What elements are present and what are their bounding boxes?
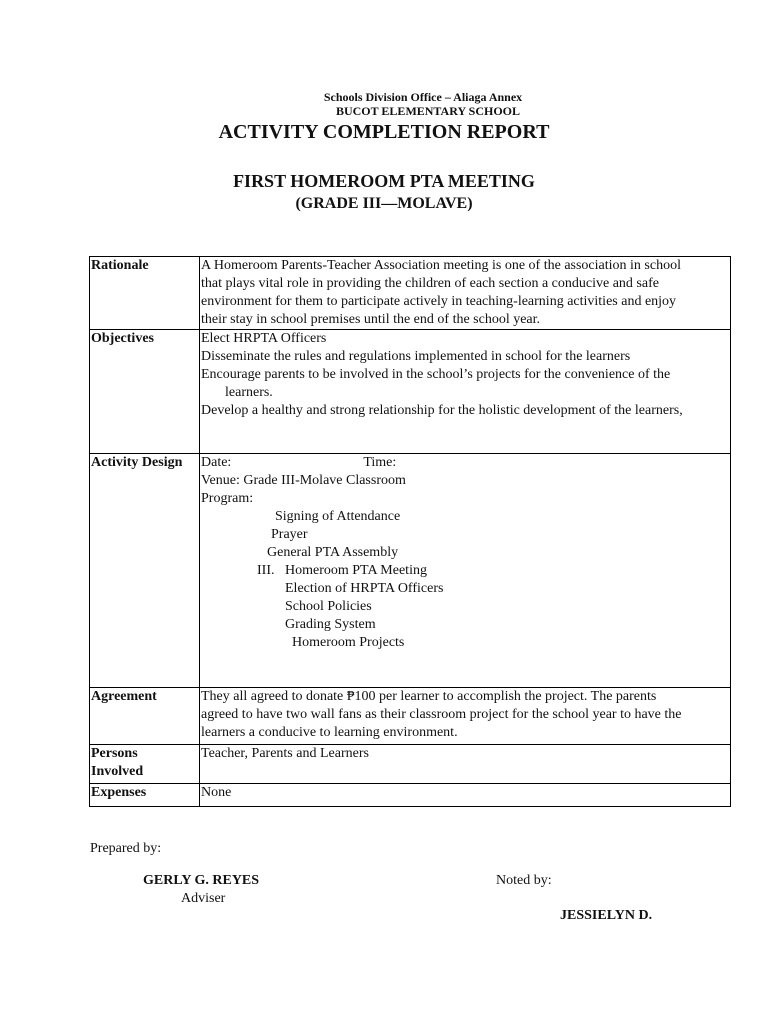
- objective-item: learners.: [225, 385, 273, 400]
- table-row-agreement: [90, 688, 731, 745]
- date-time-line: [201, 454, 730, 472]
- objective-item: Encourage parents to be involved in the school’s projects for the convenience of the: [201, 367, 671, 382]
- report-title: ACTIVITY COMPLETION REPORT: [218, 121, 550, 143]
- time-label: Time:: [363, 455, 397, 470]
- table-row-rationale: [90, 257, 731, 330]
- rationale-line: environment for them to participate actively in teaching-learning activities and enjoy: [201, 294, 677, 309]
- preparer-title: Adviser: [181, 891, 226, 906]
- objective-item: Disseminate the rules and regulations implemented in school for the learners: [201, 349, 631, 364]
- program-item: General PTA Assembly: [267, 545, 399, 560]
- date-label: Date:: [201, 455, 232, 470]
- activity-title: FIRST HOMEROOM PTA MEETING: [233, 171, 535, 191]
- agreement-label: Agreement: [90, 688, 200, 745]
- noted-by-label: Noted by:: [496, 873, 552, 888]
- table-row-objectives: [90, 330, 731, 454]
- school-name: BUCOT ELEMENTARY SCHOOL: [335, 104, 521, 118]
- program-subitem: School Policies: [285, 599, 372, 614]
- program-item: Prayer: [271, 527, 308, 542]
- agreement-text: [200, 688, 731, 745]
- program-item: III. Homeroom PTA Meeting: [257, 563, 427, 578]
- objectives-label: Objectives: [90, 330, 200, 454]
- agreement-line: agreed to have two wall fans as their classroom project for the school year to have the: [201, 707, 682, 722]
- activity-design-content: [200, 454, 731, 688]
- rationale-label: Rationale: [90, 257, 200, 330]
- prepared-by-label: Prepared by:: [90, 841, 162, 856]
- objective-item: Develop a healthy and strong relationship for the holistic development of the learners,: [201, 403, 683, 418]
- section-title: (GRADE III—MOLAVE): [295, 195, 473, 212]
- rationale-line: their stay in school premises until the end of the school year.: [201, 312, 541, 327]
- division-office: Schools Division Office – Aliaga Annex: [323, 90, 523, 104]
- persons-involved-value: Teacher, Parents and Learners: [200, 745, 731, 784]
- program-item: Signing of Attendance: [275, 509, 401, 524]
- agreement-line: They all agreed to donate ₱100 per learner to accomplish the project. The parents: [201, 689, 657, 704]
- program-subitem: Grading System: [285, 617, 376, 632]
- program-label: Program:: [201, 491, 254, 506]
- table-row-persons-involved: [90, 745, 731, 784]
- rationale-text: [200, 257, 731, 330]
- expenses-label: Expenses: [90, 784, 200, 807]
- table-row-activity-design: [90, 454, 731, 688]
- rationale-line: A Homeroom Parents-Teacher Association meeting is one of the association in school: [201, 258, 681, 273]
- preparer-name: GERLY G. REYES: [143, 873, 260, 888]
- rationale-line: that plays vital role in providing the children of each section a conducive and safe: [201, 276, 659, 291]
- program-subitem: Homeroom Projects: [292, 635, 405, 650]
- expenses-value: None: [200, 784, 731, 807]
- noter-name: JESSIELYN D.: [560, 908, 653, 923]
- program-subitem: Election of HRPTA Officers: [285, 581, 444, 596]
- persons-involved-label: Persons Involved: [90, 745, 200, 784]
- venue: Venue: Grade III-Molave Classroom: [201, 473, 406, 488]
- report-table: [89, 256, 731, 807]
- objective-item: Elect HRPTA Officers: [201, 331, 327, 346]
- agreement-line: learners a conducive to learning environment.: [201, 725, 458, 740]
- objectives-list: [200, 330, 731, 454]
- activity-design-label: Activity Design: [90, 454, 200, 688]
- table-row-expenses: [90, 784, 731, 807]
